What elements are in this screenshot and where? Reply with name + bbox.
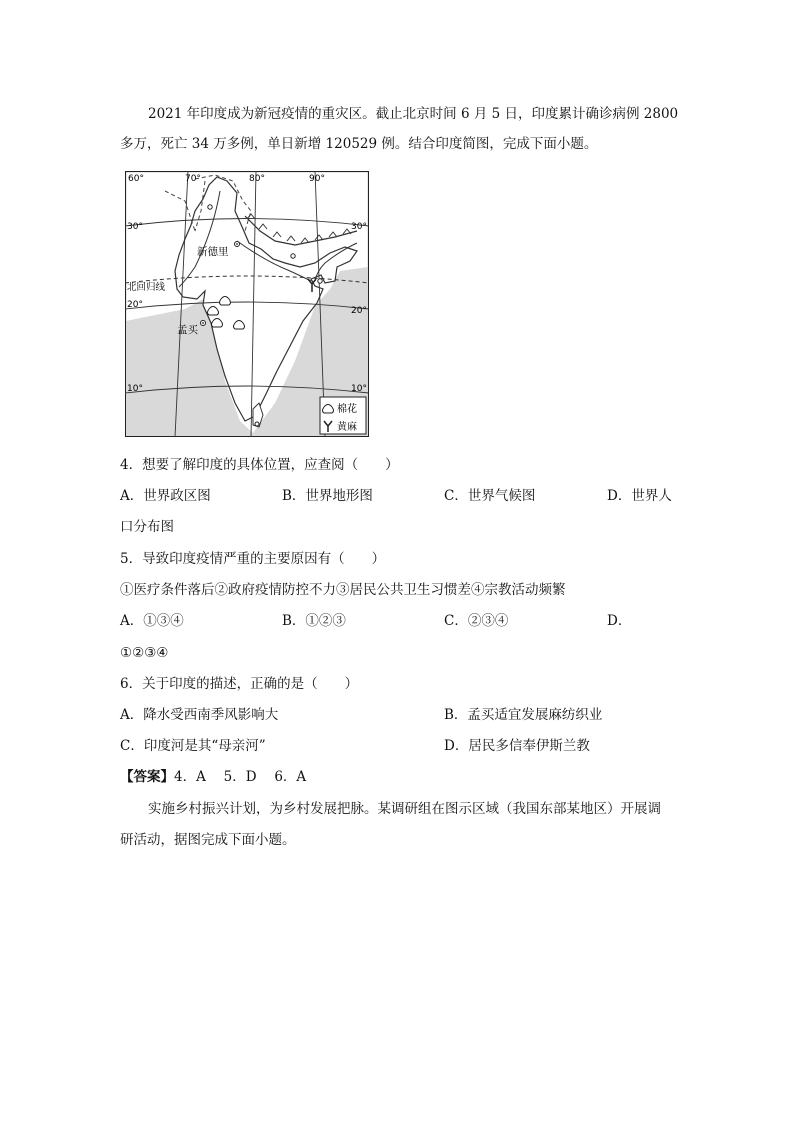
lon-label-80: 80°: [249, 174, 265, 184]
question-5-option-c[interactable]: C．②③④: [444, 613, 509, 629]
intro-line-2: 多万，死亡 34 万多例，单日新增 120529 例。结合印度简图，完成下面小题。: [120, 136, 598, 152]
question-5-option-d[interactable]: D．: [607, 613, 632, 629]
question-4-stem: 4．想要了解印度的具体位置，应查阅（ ）: [120, 457, 399, 473]
lat-label-left-10: 10°: [127, 384, 143, 394]
legend-cotton-label: 棉花: [337, 404, 357, 415]
intro-line-1: 2021 年印度成为新冠疫情的重灾区。截止北京时间 6 月 5 日，印度累计确诊病例 2800: [148, 106, 679, 122]
question-4-option-d[interactable]: D．世界人: [607, 488, 672, 504]
city-label-delhi: 新德里: [197, 246, 229, 258]
delhi-dot: [236, 243, 238, 245]
question-5-option-b[interactable]: B．①②③: [282, 613, 346, 629]
answer-text: 4．A 5．D 6．A: [174, 769, 307, 785]
question-4-option-c[interactable]: C．世界气候图: [444, 488, 536, 504]
question-5-option-a[interactable]: A．①③④: [120, 613, 184, 629]
question-5-statement: ①医疗条件落后②政府疫情防控不力③居民公共卫生习惯差④宗教活动频繁: [120, 582, 566, 598]
lat-label-left-20: 20°: [127, 300, 143, 310]
next-passage-line-1: 实施乡村振兴计划，为乡村发展把脉。某调研组在图示区域（我国东部某地区）开展调: [148, 801, 661, 817]
mumbai-dot: [202, 322, 204, 324]
question-5-option-d-continuation: ①②③④: [120, 645, 169, 661]
question-6-stem: 6．关于印度的描述，正确的是（ ）: [120, 676, 359, 692]
question-4-option-b[interactable]: B．世界地形图: [282, 488, 373, 504]
question-5-stem: 5．导致印度疫情严重的主要原因有（ ）: [120, 551, 386, 567]
lon-label-60: 60°: [128, 174, 144, 184]
lat-label-right-20: 20°: [351, 306, 367, 316]
india-map: [125, 171, 369, 437]
lat-label-right-30: 30°: [351, 222, 367, 232]
question-6-option-b[interactable]: B．孟买适宜发展麻纺织业: [444, 707, 603, 723]
city-marker: [208, 205, 212, 209]
lon-label-70: 70°: [185, 174, 201, 184]
kolkata-marker: [318, 279, 322, 283]
city-marker: [255, 422, 259, 426]
question-4-option-d-continuation: 口分布图: [120, 519, 174, 535]
tropic-label: 北回归线: [127, 282, 166, 293]
question-6-option-d[interactable]: D．居民多信奉伊斯兰教: [444, 738, 590, 754]
next-passage-line-2: 研活动，据图完成下面小题。: [120, 832, 296, 848]
question-6-option-a[interactable]: A．降水受西南季风影响大: [120, 707, 279, 723]
lon-label-90: 90°: [309, 174, 325, 184]
legend-jute-label: 黄麻: [337, 422, 357, 433]
answer-line: [120, 767, 306, 787]
india-map-figure: [125, 171, 369, 437]
lat-label-right-10: 10°: [351, 384, 367, 394]
lat-label-left-30: 30°: [127, 222, 143, 232]
question-4-option-a[interactable]: A．世界政区图: [120, 488, 211, 504]
question-6-option-c[interactable]: C．印度河是其“母亲河”: [120, 738, 266, 754]
city-marker: [291, 254, 295, 258]
city-label-mumbai: 孟买: [177, 324, 198, 336]
answer-label: 【答案】: [120, 769, 174, 785]
